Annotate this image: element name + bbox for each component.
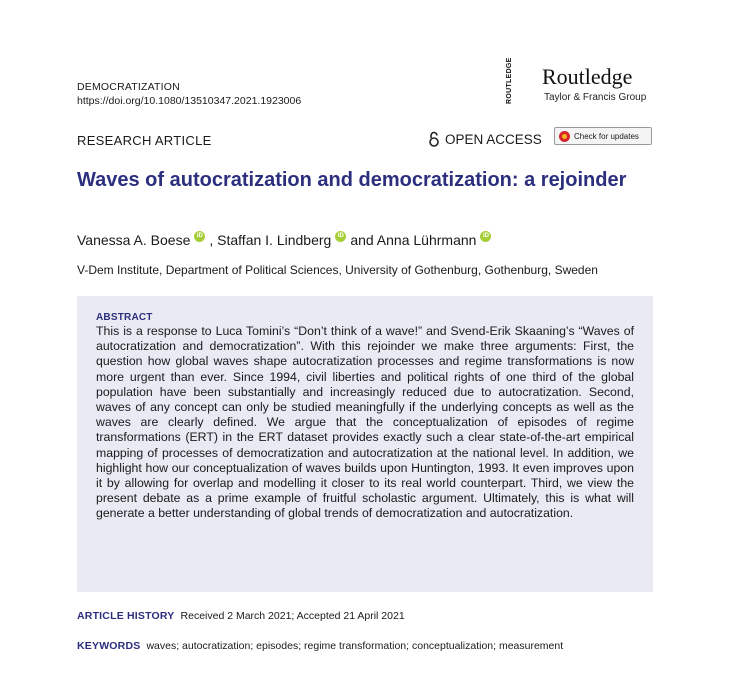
open-lock-icon [428,131,440,147]
article-history [77,610,405,622]
orcid-icon[interactable]: iD [480,231,491,242]
author-list [77,231,495,248]
journal-info [77,80,301,108]
affiliation: V-Dem Institute, Department of Political Sciences, University of Gothenburg, Gothenburg, Sweden [77,263,598,277]
open-access-badge [428,131,542,147]
abstract-heading: ABSTRACT [96,312,153,323]
check-for-updates-button[interactable] [554,127,652,145]
keywords-label: KEYWORDS [77,640,141,652]
crossmark-icon [559,131,570,142]
abstract-text: This is a response to Luca Tomini’s “Don’t think of a wave!” and Svend-Erik Skaaning’s “Waves of autocratization and democratization”. With this rejoinder we make three arguments: First, the question how global waves shape autocratization processes and regime transformations is now more urgent than ever. Since 1994, civil liberties and political rights of one third of the global population have been substantially and increasingly reduced due to autocratization. Second, waves of any concept can only be studied meaningfully if the underlying concepts as well as the waves are clearly defined. We argue that the conceptualization of episodes of regime transformations (ERT) in the ERT dataset provides exactly such a clear state-of-the-art empirical mapping of processes of democratization and autocratization at the national level. In addition, we highlight how our conceptualization of waves builds upon Huntington, 1993. It even improves upon it by allowing for overlap and modelling it closer to its real world counterpart. Third, we view the present debate as a prime example of fruitful scholastic argument. Ultimately, this is what will generate a better understanding of global trends of democratization and autocratization. [96,324,634,521]
orcid-icon[interactable]: iD [194,231,205,242]
check-for-updates-label: Check for updates [574,131,639,141]
author-name: Vanessa A. Boese [77,231,191,248]
publisher-group: Taylor & Francis Group [544,92,647,103]
journal-name: DEMOCRATIZATION [77,81,180,93]
keywords [77,640,563,652]
open-access-label: OPEN ACCESS [445,131,542,147]
article-title: Waves of autocratization and democratization: a rejoinder [77,169,627,191]
author-name: and Anna Lührmann [350,231,477,248]
orcid-icon[interactable]: iD [335,231,346,242]
history-text: Received 2 March 2021; Accepted 21 April 2021 [180,610,405,622]
history-label: ARTICLE HISTORY [77,610,175,622]
publisher-logo [506,58,666,108]
author-name: , Staffan I. Lindberg [209,231,332,248]
keywords-text: waves; autocratization; episodes; regime transformation; conceptualization; measurement [146,640,564,652]
logo-vertical-text: ROUTLEDGE [506,57,513,104]
article-type: RESEARCH ARTICLE [77,133,212,148]
publisher-name: Routledge [542,64,633,89]
doi-link[interactable]: https://doi.org/10.1080/13510347.2021.1923006 [77,95,302,107]
abstract-box [77,296,653,592]
